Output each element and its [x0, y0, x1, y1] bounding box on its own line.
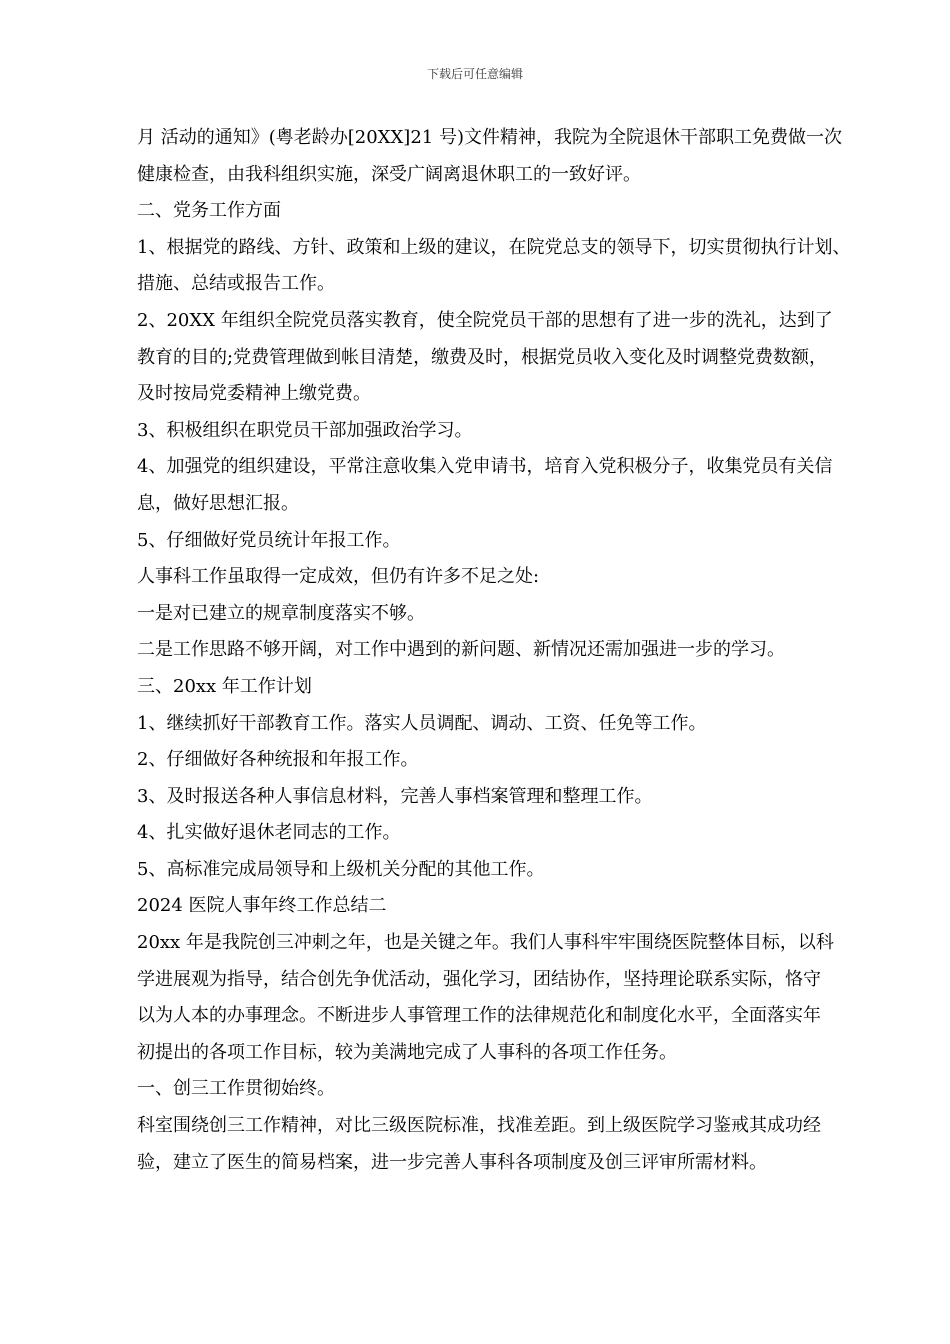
text-line: 月 活动的通知》(粤老龄办[20XX]21 号)文件精神，我院为全院退休干部职工免费做一次	[137, 127, 842, 148]
text-line: 健康检查，由我科组织实施，深受广阔离退休职工的一致好评。	[137, 163, 641, 185]
text-line: 20xx 年是我院创三冲刺之年，也是关键之年。我们人事科牢牢围绕医院整体目标，以科	[137, 932, 834, 954]
text-line: 及时按局党委精神上缴党费。	[137, 383, 371, 405]
text-line: 4、扎实做好退休老同志的工作。	[137, 822, 401, 844]
text-line: 1、根据党的路线、方针、政策和上级的建议，在院党总支的领导下，切实贯彻执行计划、	[137, 236, 851, 258]
text-line: 一是对已建立的规章制度落实不够。	[137, 602, 425, 624]
text-line: 以为人本的办事理念。不断进步人事管理工作的法律规范化和制度化水平，全面落实年	[137, 1005, 821, 1027]
section-heading: 三、20xx 年工作计划	[137, 675, 312, 697]
text-line: 5、高标准完成局领导和上级机关分配的其他工作。	[137, 858, 545, 880]
text-line: 息，做好思想汇报。	[137, 492, 299, 514]
section-heading: 一、创三工作贯彻始终。	[137, 1078, 335, 1100]
text-line: 措施、总结或报告工作。	[137, 273, 335, 295]
document-body	[137, 120, 889, 1181]
section-heading: 二、党务工作方面	[137, 200, 281, 222]
text-line: 4、加强党的组织建设，平常注意收集入党申请书，培育入党积极分子，收集党员有关信	[137, 456, 833, 478]
text-line: 3、及时报送各种人事信息材料，完善人事档案管理和整理工作。	[137, 785, 653, 807]
text-line: 5、仔细做好党员统计年报工作。	[137, 529, 401, 551]
text-line: 人事科工作虽取得一定成效，但仍有许多不足之处:	[137, 566, 540, 588]
text-line: 2、20XX 年组织全院党员落实教育，使全院党员干部的思想有了进一步的洗礼，达到了	[137, 309, 833, 331]
page-header: 下载后可任意编辑	[426, 67, 523, 81]
text-line: 科室围绕创三工作精神，对比三级医院标准，找准差距。到上级医院学习鉴戒其成功经	[137, 1115, 821, 1137]
text-line: 2、仔细做好各种统报和年报工作。	[137, 749, 419, 771]
text-line: 学进展观为指导，结合创先争优活动，强化学习，团结协作，坚持理论联系实际，恪守	[137, 968, 821, 990]
text-line: 初提出的各项工作目标，较为美满地完成了人事科的各项工作任务。	[137, 1041, 677, 1063]
text-line: 二是工作思路不够开阔，对工作中遇到的新问题、新情况还需加强进一步的学习。	[137, 639, 785, 661]
text-line: 验，建立了医生的简易档案，进一步完善人事科各项制度及创三评审所需材料。	[137, 1151, 767, 1173]
text-line: 教育的目的;党费管理做到帐目清楚，缴费及时，根据党员收入变化及时调整党费数额，	[137, 346, 828, 368]
text-line: 1、继续抓好干部教育工作。落实人员调配、调动、工资、任免等工作。	[137, 712, 707, 734]
text-line: 3、积极组织在职党员干部加强政治学习。	[137, 419, 473, 441]
section-title: 2024 医院人事年终工作总结二	[137, 895, 387, 917]
